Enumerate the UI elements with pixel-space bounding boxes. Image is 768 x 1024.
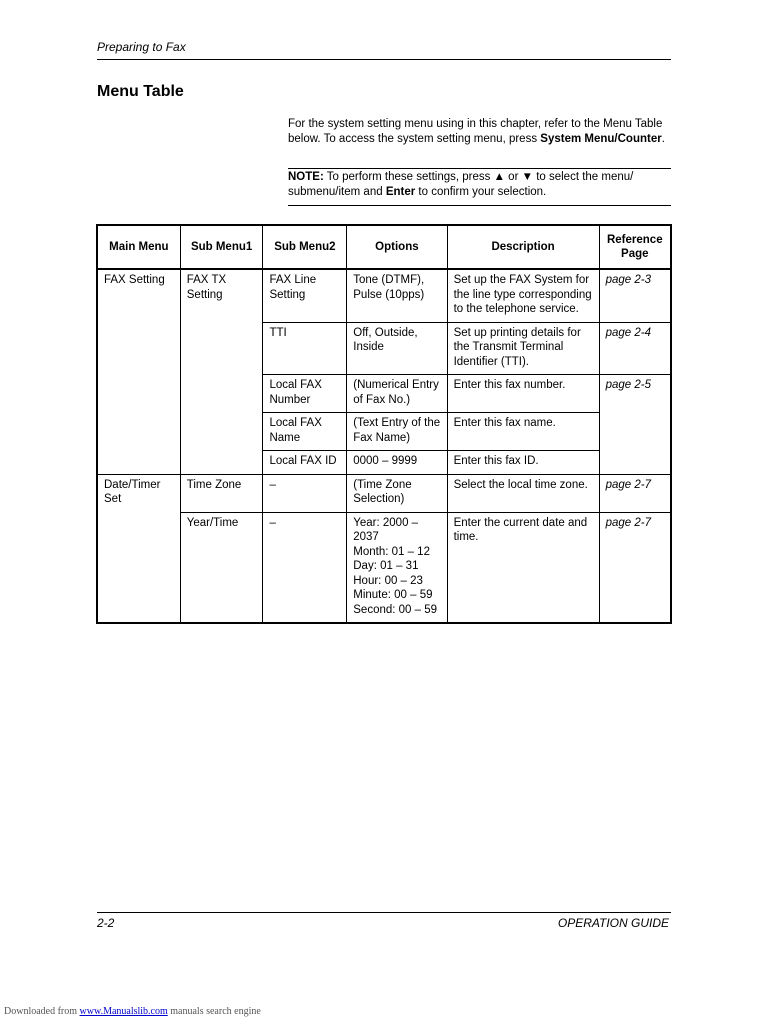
cell-options: (Time Zone Selection): [347, 474, 447, 512]
header-reference-page: Reference Page: [599, 225, 671, 269]
cell-reference: page 2-4: [599, 322, 671, 375]
cell-reference: page 2-7: [599, 512, 671, 623]
intro-key-name: System Menu/Counter: [540, 133, 662, 145]
cell-reference: page 2-7: [599, 474, 671, 512]
menu-table: [96, 224, 672, 624]
header-options: Options: [347, 225, 447, 269]
option-line: Day: 01 – 31: [353, 560, 419, 572]
cell-sub-menu1: Year/Time: [180, 512, 263, 623]
note-text-1: To perform these settings, press: [323, 171, 494, 183]
cell-reference: page 2-3: [599, 269, 671, 322]
option-line: Second: 00 – 59: [353, 603, 438, 616]
header-sub-menu1: Sub Menu1: [180, 225, 263, 269]
note-text-4: to confirm your selection.: [415, 186, 547, 198]
section-title: Menu Table: [97, 83, 184, 100]
cell-reference: page 2-5: [599, 375, 671, 475]
cell-options: (Numerical Entry of Fax No.): [347, 375, 447, 413]
header-rule: [97, 59, 671, 60]
header-sub-menu2: Sub Menu2: [263, 225, 347, 269]
note-rule-top: [288, 168, 671, 169]
download-suffix: manuals search engine: [167, 1006, 261, 1017]
cell-description: Enter this fax number.: [447, 375, 599, 413]
up-arrow-icon: ▲: [493, 171, 505, 183]
table-row: [97, 512, 671, 623]
table-header-row: [97, 225, 671, 269]
cell-options: 0000 – 9999: [347, 451, 447, 475]
cell-main-menu: Date/Timer Set: [97, 474, 180, 623]
cell-sub-menu1: FAX TX Setting: [180, 269, 263, 474]
cell-sub-menu2: –: [263, 474, 347, 512]
down-arrow-icon: ▼: [521, 171, 533, 183]
cell-sub-menu2: Local FAX Number: [263, 375, 347, 413]
cell-sub-menu2: FAX Line Setting: [263, 269, 347, 322]
page-number: 2-2: [97, 916, 115, 930]
cell-description: Enter the current date and time.: [447, 512, 599, 623]
cell-description: Set up printing details for the Transmit Terminal Identifier (TTI).: [447, 322, 599, 375]
option-line: Hour: 00 – 23: [353, 574, 423, 587]
header-description: Description: [447, 225, 599, 269]
option-line: Year: 2000 – 2037: [353, 516, 419, 543]
cell-sub-menu2: Local FAX ID: [263, 451, 347, 475]
cell-sub-menu2: –: [263, 512, 347, 623]
cell-description: Enter this fax ID.: [447, 451, 599, 475]
note-box: [288, 170, 678, 200]
option-line: Month: 01 – 12: [353, 545, 430, 558]
cell-description: Enter this fax name.: [447, 413, 599, 451]
option-line: Minute: 00 – 59: [353, 589, 433, 601]
cell-sub-menu2: TTI: [263, 322, 347, 375]
table-row: [97, 474, 671, 512]
cell-description: Select the local time zone.: [447, 474, 599, 512]
cell-sub-menu2: Local FAX Name: [263, 413, 347, 451]
cell-options: (Text Entry of the Fax Name): [347, 413, 447, 451]
note-text-3: to select the menu/ submenu/item and: [288, 171, 634, 198]
table-row: [97, 269, 671, 322]
cell-options: Tone (DTMF), Pulse (10pps): [347, 269, 447, 322]
intro-text: For the system setting menu using in this chapter, refer to the Menu Table below. To access the system setting menu, press: [288, 118, 663, 145]
running-header: Preparing to Fax: [97, 40, 186, 54]
footer-rule: [97, 912, 671, 913]
cell-description: Set up the FAX System for the line type corresponding to the telephone service.: [447, 269, 599, 322]
guide-title: OPERATION GUIDE: [557, 916, 669, 930]
cell-options: Off, Outside, Inside: [347, 322, 447, 375]
cell-options: [347, 512, 447, 623]
note-enter-key: Enter: [385, 186, 416, 198]
header-main-menu: Main Menu: [97, 225, 180, 269]
cell-main-menu: FAX Setting: [97, 269, 180, 474]
intro-text-end: .: [661, 133, 665, 145]
cell-sub-menu1: Time Zone: [180, 474, 263, 512]
download-prefix: Downloaded from: [4, 1006, 80, 1017]
manualslib-link[interactable]: www.Manualslib.com: [79, 1006, 168, 1017]
note-text-2: or: [504, 171, 522, 183]
intro-paragraph: [288, 117, 678, 147]
note-rule-bottom: [288, 205, 671, 206]
note-label: NOTE:: [288, 171, 324, 183]
download-credit: [4, 1006, 261, 1017]
